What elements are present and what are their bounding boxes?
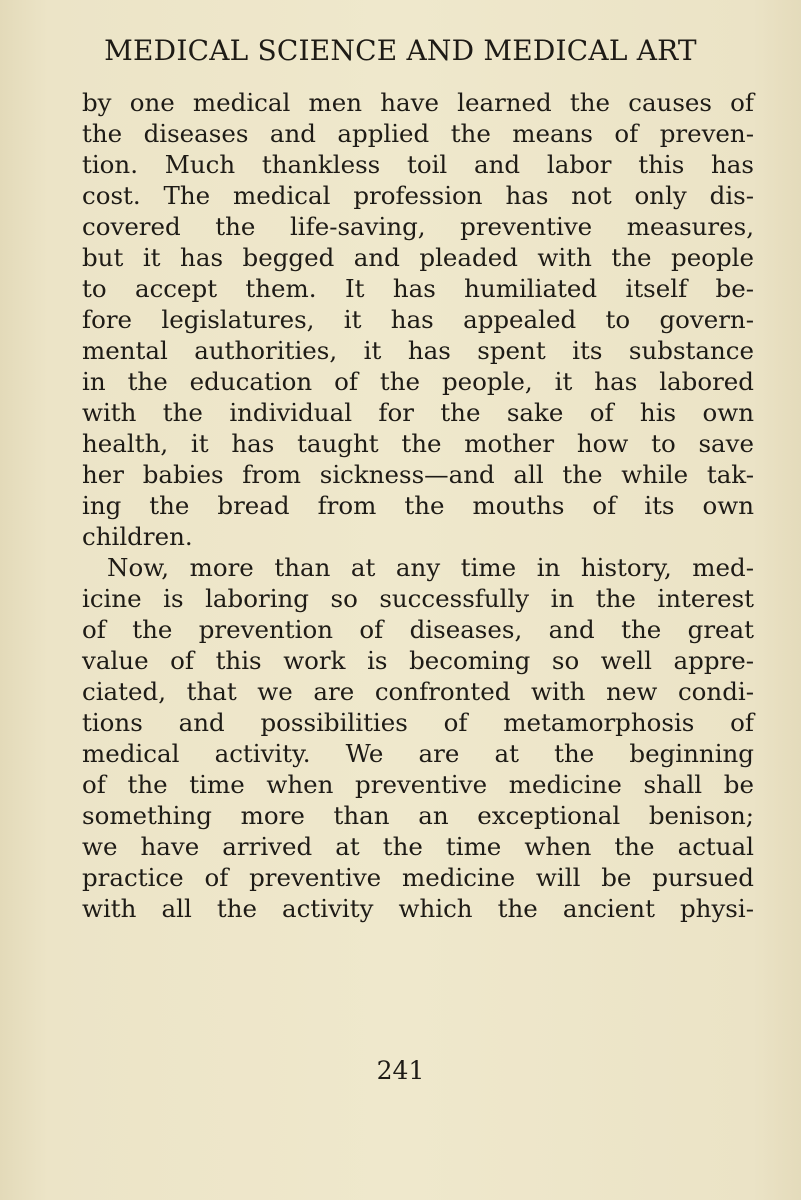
text-line-26: practice of preventive medicine will be pursued	[82, 863, 754, 892]
text-line-7: to accept them. It has humiliated itself be-	[82, 274, 754, 303]
text-line-27: with all the activity which the ancient physi-	[82, 894, 754, 923]
text-line-12: health, it has taught the mother how to save	[82, 429, 754, 458]
text-line-9: mental authorities, it has spent its substance	[82, 336, 754, 365]
text-line-20: ciated, that we are confronted with new condi-	[82, 677, 754, 706]
text-line-16: Now, more than at any time in history, med-	[107, 553, 754, 582]
text-line-13: her babies from sickness—and all the while tak-	[82, 460, 754, 489]
text-line-15: children.	[82, 522, 193, 551]
text-line-25: we have arrived at the time when the actual	[82, 832, 754, 861]
text-line-19: value of this work is becoming so well appre-	[82, 646, 754, 675]
text-line-2: the diseases and applied the means of preven-	[82, 119, 754, 148]
text-line-6: but it has begged and pleaded with the people	[82, 243, 754, 272]
running-header: MEDICAL SCIENCE AND MEDICAL ART	[104, 34, 697, 67]
text-line-24: something more than an exceptional benison;	[82, 801, 754, 830]
text-line-18: of the prevention of diseases, and the great	[82, 615, 754, 644]
text-line-17: icine is laboring so successfully in the interest	[82, 584, 754, 613]
text-line-1: by one medical men have learned the causes of	[82, 88, 754, 117]
text-line-21: tions and possibilities of metamorphosis of	[82, 708, 754, 737]
text-line-10: in the education of the people, it has labored	[82, 367, 754, 396]
text-line-5: covered the life-saving, preventive measures,	[82, 212, 754, 241]
text-line-11: with the individual for the sake of his own	[82, 398, 754, 427]
text-line-3: tion. Much thankless toil and labor this has	[82, 150, 754, 179]
text-line-8: fore legislatures, it has appealed to govern-	[82, 305, 754, 334]
text-line-14: ing the bread from the mouths of its own	[82, 491, 754, 520]
text-line-22: medical activity. We are at the beginning	[82, 739, 754, 768]
page-number: 241	[376, 1056, 425, 1085]
text-line-4: cost. The medical profession has not only dis-	[82, 181, 754, 210]
text-line-23: of the time when preventive medicine shall be	[82, 770, 754, 799]
